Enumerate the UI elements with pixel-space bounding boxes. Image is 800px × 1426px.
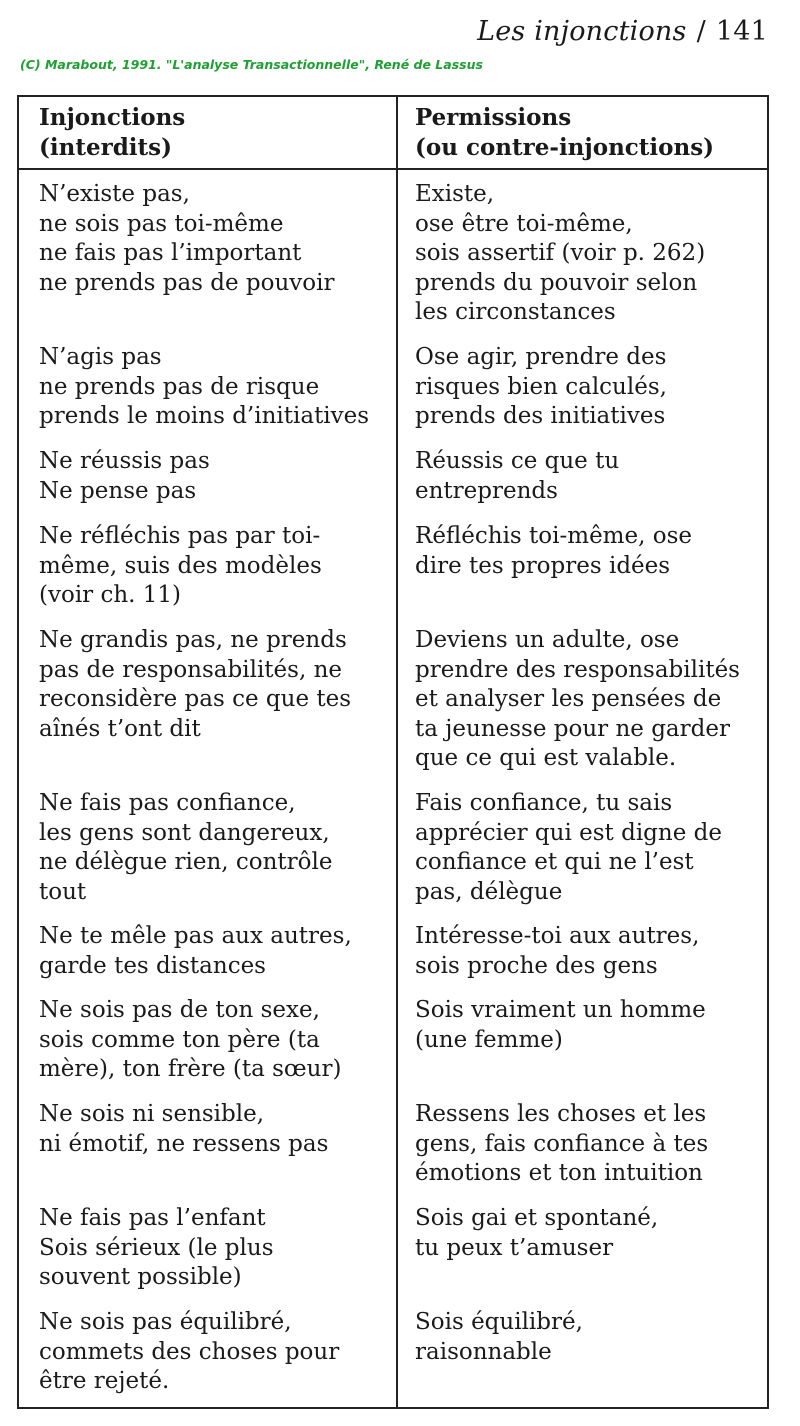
row-9-injonction: Ne sois ni sensible, ni émotif, ne ressens pas <box>39 1101 329 1157</box>
running-head <box>477 16 768 47</box>
header-permissions: Permissions (ou contre-injonctions) <box>415 104 715 161</box>
row-2-injonction: N’agis pas ne prends pas de risque prends le moins d’initiatives <box>39 344 370 430</box>
row-10-permission: Sois gai et spontané, tu peux t’amuser <box>415 1205 659 1261</box>
row-5-injonction: Ne grandis pas, ne prends pas de responsabilités, ne reconsidère pas ce que tes aînés t’ont dit <box>39 627 352 742</box>
row-7-permission: Intéresse-toi aux autres, sois proche des gens <box>415 923 700 979</box>
row-8-injonction: Ne sois pas de ton sexe, sois comme ton père (ta mère), ton frère (ta sœur) <box>39 997 342 1083</box>
row-6-injonction: Ne fais pas confiance, les gens sont dangereux, ne délègue rien, contrôle tout <box>39 790 333 905</box>
row-3-permission: Réussis ce que tu entreprends <box>415 448 620 504</box>
row-3-injonction: Ne réussis pas Ne pense pas <box>39 448 210 504</box>
row-1-injonction: N’existe pas, ne sois pas toi-même ne fais pas l’important ne prends pas de pouvoir <box>39 181 335 296</box>
copyright-notice: (C) Marabout, 1991. "L'analyse Transactionnelle", René de Lassus <box>20 57 483 72</box>
row-7-injonction: Ne te mêle pas aux autres, garde tes distances <box>39 923 352 979</box>
running-head-separator: / <box>696 16 706 47</box>
row-6-permission: Fais confiance, tu sais apprécier qui est digne de confiance et qui ne l’est pas, délègue <box>415 790 722 905</box>
header-divider <box>19 168 767 170</box>
row-4-permission: Réfléchis toi-même, ose dire tes propres idées <box>415 523 692 579</box>
row-1-permission: Existe, ose être toi-même, sois assertif (voir p. 262) prends du pouvoir selon les circonstances <box>415 181 706 326</box>
running-title: Les injonctions <box>477 16 687 47</box>
row-11-injonction: Ne sois pas équilibré, commets des choses pour être rejeté. <box>39 1309 340 1395</box>
injonctions-table <box>17 95 769 1409</box>
header-injonctions: Injonctions (interdits) <box>39 104 186 161</box>
row-11-permission: Sois équilibré, raisonnable <box>415 1309 583 1365</box>
row-5-permission: Deviens un adulte, ose prendre des responsabilités et analyser les pensées de ta jeunesse pour ne garder que ce qui est valable. <box>415 627 740 772</box>
row-9-permission: Ressens les choses et les gens, fais confiance à tes émotions et ton intuition <box>415 1101 709 1187</box>
row-10-injonction: Ne fais pas l’enfant Sois sérieux (le plus souvent possible) <box>39 1205 274 1291</box>
column-divider <box>396 97 398 1407</box>
row-4-injonction: Ne réfléchis pas par toi- même, suis des modèles (voir ch. 11) <box>39 523 322 609</box>
row-2-permission: Ose agir, prendre des risques bien calculés, prends des initiatives <box>415 344 667 430</box>
row-8-permission: Sois vraiment un homme (une femme) <box>415 997 706 1053</box>
page-number: 141 <box>715 16 768 47</box>
